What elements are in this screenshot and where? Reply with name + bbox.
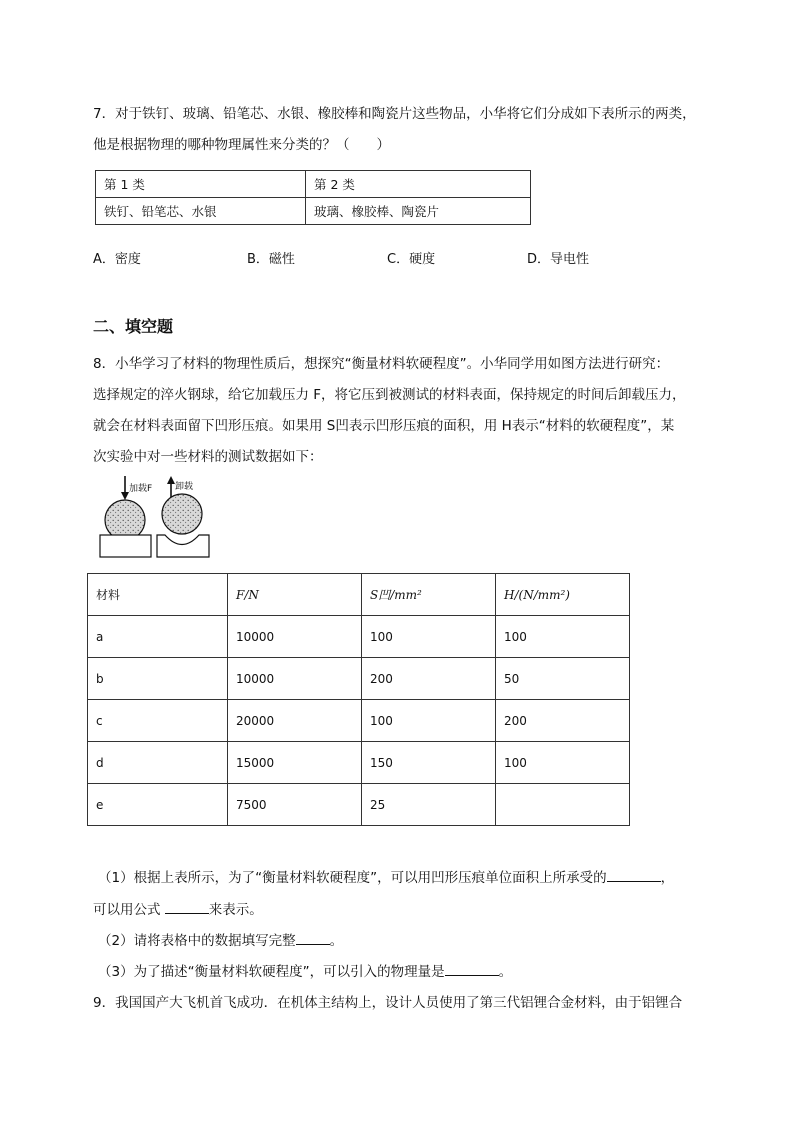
q8-sub1-formula-text: 可以用公式 [93, 902, 165, 918]
table-cell: 10000 [228, 616, 362, 658]
q8-text-line1: 8．小华学习了材料的物理性质后，想探究“衡量材料软硬程度”。小华同学用如图方法进行研究： [93, 356, 670, 372]
table-header-cell: S凹/mm² [362, 574, 496, 616]
q9-text-line1: 9．我国国产大飞机首飞成功．在机体主结构上，设计人员使用了第三代铝锂合金材料，由于铝锂合 [93, 995, 683, 1011]
q8-sub2-line [98, 929, 343, 949]
table-cell: 100 [362, 700, 496, 742]
q7-option-b: B．磁性 [247, 252, 295, 267]
table-cell: c [88, 700, 228, 742]
q7-text-line2: 他是根据物理的哪种物理属性来分类的？（ ） [93, 137, 390, 153]
table-row [88, 784, 630, 826]
table-row [88, 616, 630, 658]
q8-text-line4: 次实验中对一些材料的测试数据如下： [93, 449, 323, 465]
answer-blank-1[interactable] [607, 867, 661, 882]
q8-sub1-text: （1）根据上表所示，为了“衡量材料软硬程度”，可以用凹形压痕单位面积上所承受的 [98, 870, 607, 886]
table-header-cell: H/(N/mm²) [496, 574, 630, 616]
q7-classification-table [95, 170, 531, 225]
q7-option-d: D．导电性 [527, 252, 590, 267]
q7-text-line1: 7．对于铁钉、玻璃、铅笔芯、水银、橡胶棒和陶瓷片这些物品，小华将它们分成如下表所示的两类， [93, 106, 696, 122]
table-cell: 20000 [228, 700, 362, 742]
table-cell: e [88, 784, 228, 826]
table-cell: a [88, 616, 228, 658]
q8-sub1-end: 来表示。 [208, 902, 263, 918]
q8-sub1-comma: ， [660, 870, 675, 886]
table-cell: 150 [362, 742, 496, 784]
q8-sub2-text: （2）请将表格中的数据填写完整 [98, 933, 296, 949]
q8-text-line3: 就会在材料表面留下凹形压痕。如果用 S凹表示凹形压痕的面积，用 H表示“材料的软硬程度”，某 [93, 418, 675, 434]
table-cell: 100 [496, 742, 630, 784]
indentation-diagram [97, 474, 217, 558]
table-cell: 10000 [228, 658, 362, 700]
table-row [88, 700, 630, 742]
table-header-cell: 第 2 类 [306, 171, 531, 198]
table-cell: d [88, 742, 228, 784]
table-cell: 100 [496, 616, 630, 658]
table-row [88, 658, 630, 700]
table-cell: b [88, 658, 228, 700]
answer-blank-2[interactable] [296, 930, 330, 945]
table-cell: 200 [496, 700, 630, 742]
q8-text-line2: 选择规定的淬火钢球，给它加载压力 F，将它压到被测试的材料表面，保持规定的时间后卸载压力， [93, 387, 686, 403]
table-cell-blank[interactable] [496, 784, 630, 826]
table-cell: 7500 [228, 784, 362, 826]
table-row [88, 742, 630, 784]
q8-sub1-line2 [93, 898, 263, 918]
table-row [96, 198, 531, 225]
q8-sub3-text: （3）为了描述“衡量材料软硬程度”，可以引入的物理量是 [98, 964, 445, 980]
unload-arrowhead-icon [167, 476, 175, 484]
load-arrowhead-icon [121, 492, 129, 500]
q7-option-a: A．密度 [93, 252, 141, 267]
material-block-indented [157, 535, 209, 557]
table-header-cell: 第 1 类 [96, 171, 306, 198]
q8-sub1-line1 [98, 866, 674, 886]
table-header-cell: F/N [228, 574, 362, 616]
q8-sub3-end: 。 [498, 964, 513, 980]
q8-data-table [87, 573, 630, 826]
table-cell: 15000 [228, 742, 362, 784]
table-header-cell: 材料 [88, 574, 228, 616]
unload-label: 卸载 [175, 482, 194, 492]
table-cell: 玻璃、橡胶棒、陶瓷片 [306, 198, 531, 225]
table-header-row [88, 574, 630, 616]
table-cell: 25 [362, 784, 496, 826]
table-cell: 200 [362, 658, 496, 700]
q7-option-c: C．硬度 [387, 252, 436, 267]
table-cell: 100 [362, 616, 496, 658]
answer-blank-3[interactable] [445, 961, 499, 976]
load-label: 加载F [129, 484, 153, 494]
q8-sub3-line [98, 960, 512, 980]
table-cell: 铁钉、铅笔芯、水银 [96, 198, 306, 225]
q8-sub2-end: 。 [329, 933, 344, 949]
steel-ball-loaded [105, 500, 145, 540]
table-cell: 50 [496, 658, 630, 700]
steel-ball-unloaded [162, 494, 202, 534]
material-block-flat [100, 535, 151, 557]
answer-blank-formula[interactable] [165, 899, 209, 914]
table-row [96, 171, 531, 198]
section-heading: 二、填空题 [93, 317, 174, 336]
